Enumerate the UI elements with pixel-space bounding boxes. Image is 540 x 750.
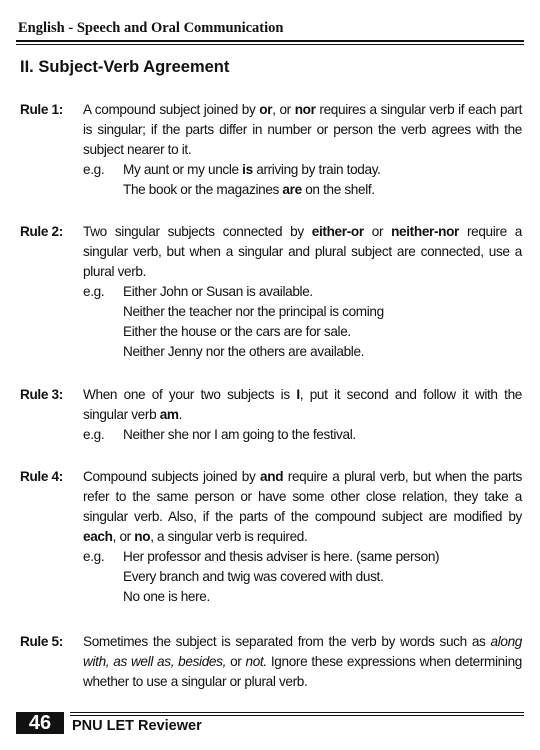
text-run: Her professor and thesis adviser is here. (same person): [123, 549, 440, 564]
bold-term: am: [159, 407, 179, 422]
example-line: [123, 567, 522, 587]
examples: [83, 547, 522, 607]
rule-label: Rule 5:: [20, 634, 63, 649]
text-run: require a singular verb, but when a singular and plural subject are connected, use a plural verb.: [83, 224, 522, 279]
examples: [83, 425, 522, 445]
examples: [83, 282, 522, 362]
bold-term: either-or: [311, 224, 364, 239]
rule-text: [83, 467, 522, 547]
page-number-badge: 46: [16, 712, 64, 734]
rule-3: [20, 385, 522, 445]
italic-term: along with, as well as, besides,: [83, 634, 522, 669]
example-line: [123, 342, 522, 362]
eg-label: e.g.: [83, 427, 105, 442]
text-run: requires a singular verb if each part is singular; if the parts differ in number or person the verb agrees with the subject nearer to it.: [83, 102, 522, 157]
rule-text: [83, 100, 522, 160]
text-run: or: [226, 654, 246, 669]
text-run: Neither Jenny nor the others are available.: [123, 344, 365, 359]
eg-label: e.g.: [83, 549, 105, 564]
italic-term: not.: [245, 654, 267, 669]
section-title: II. Subject-Verb Agreement: [20, 58, 230, 76]
example-line: [123, 322, 522, 342]
rule-label: Rule 3:: [20, 387, 63, 402]
bold-term: no: [134, 529, 151, 544]
footer-title: PNU LET Reviewer: [72, 718, 202, 734]
bold-term: each: [83, 529, 113, 544]
text-run: Every branch and twig was covered with dust.: [123, 569, 384, 584]
bold-term: or: [259, 102, 273, 117]
example-lines: [123, 547, 522, 607]
bold-term: I: [296, 387, 300, 402]
text-run: require a plural verb, but when the parts refer to the same person or have some other close relation, they take a singular verb. Also, if the parts of the compound subject are modified by: [83, 469, 522, 524]
page-header: English - Speech and Oral Communication: [18, 20, 284, 36]
bold-term: neither-nor: [391, 224, 459, 239]
text-run: Either John or Susan is available.: [123, 284, 313, 299]
rule-text: [83, 632, 522, 692]
example-lines: [123, 282, 522, 362]
footer-rule: [70, 712, 524, 716]
header-rule: [16, 40, 524, 45]
example-line: [123, 180, 522, 200]
eg-label: e.g.: [83, 284, 105, 299]
example-lines: [123, 425, 522, 445]
example-line: [123, 302, 522, 322]
examples: [83, 160, 522, 200]
rule-5: [20, 632, 522, 692]
bold-term: and: [260, 469, 284, 484]
eg-label: e.g.: [83, 162, 105, 177]
example-line: [123, 547, 522, 567]
text-run: The book or the magazines: [123, 182, 283, 197]
text-run: Either the house or the cars are for sale.: [123, 324, 351, 339]
rule-1: [20, 100, 522, 200]
rule-label: Rule 2:: [20, 224, 63, 239]
bold-term: is: [242, 162, 253, 177]
text-run: , or: [112, 529, 135, 544]
rule-label: Rule 1:: [20, 102, 63, 117]
text-run: , or: [272, 102, 295, 117]
text-run: Two singular subjects connected by: [83, 224, 312, 239]
rule-label: Rule 4:: [20, 469, 63, 484]
text-run: , a singular verb is required.: [150, 529, 308, 544]
rule-2: [20, 222, 522, 362]
text-run: My aunt or my uncle: [123, 162, 243, 177]
rule-text: [83, 222, 522, 282]
text-run: Neither the teacher nor the principal is coming: [123, 304, 384, 319]
text-run: Ignore these expressions when determining whether to use a singular or plural verb.: [83, 654, 522, 689]
example-line: [123, 160, 522, 180]
example-line: [123, 425, 522, 445]
text-run: .: [178, 407, 183, 422]
text-run: , put it second and follow it with the singular verb: [83, 387, 522, 422]
text-run: Neither she nor I am going to the festival.: [123, 427, 356, 442]
text-run: No one is here.: [123, 589, 210, 604]
rule-text: [83, 385, 522, 425]
text-run: Sometimes the subject is separated from the verb by words such as: [83, 634, 491, 649]
text-run: A compound subject joined by: [83, 102, 260, 117]
example-lines: [123, 160, 522, 200]
text-run: When one of your two subjects is: [83, 387, 297, 402]
rule-4: [20, 467, 522, 607]
text-run: on the shelf.: [301, 182, 375, 197]
example-line: [123, 587, 522, 607]
bold-term: nor: [294, 102, 316, 117]
bold-term: are: [282, 182, 302, 197]
example-line: [123, 282, 522, 302]
text-run: Compound subjects joined by: [83, 469, 261, 484]
text-run: arriving by train today.: [252, 162, 381, 177]
text-run: or: [363, 224, 392, 239]
